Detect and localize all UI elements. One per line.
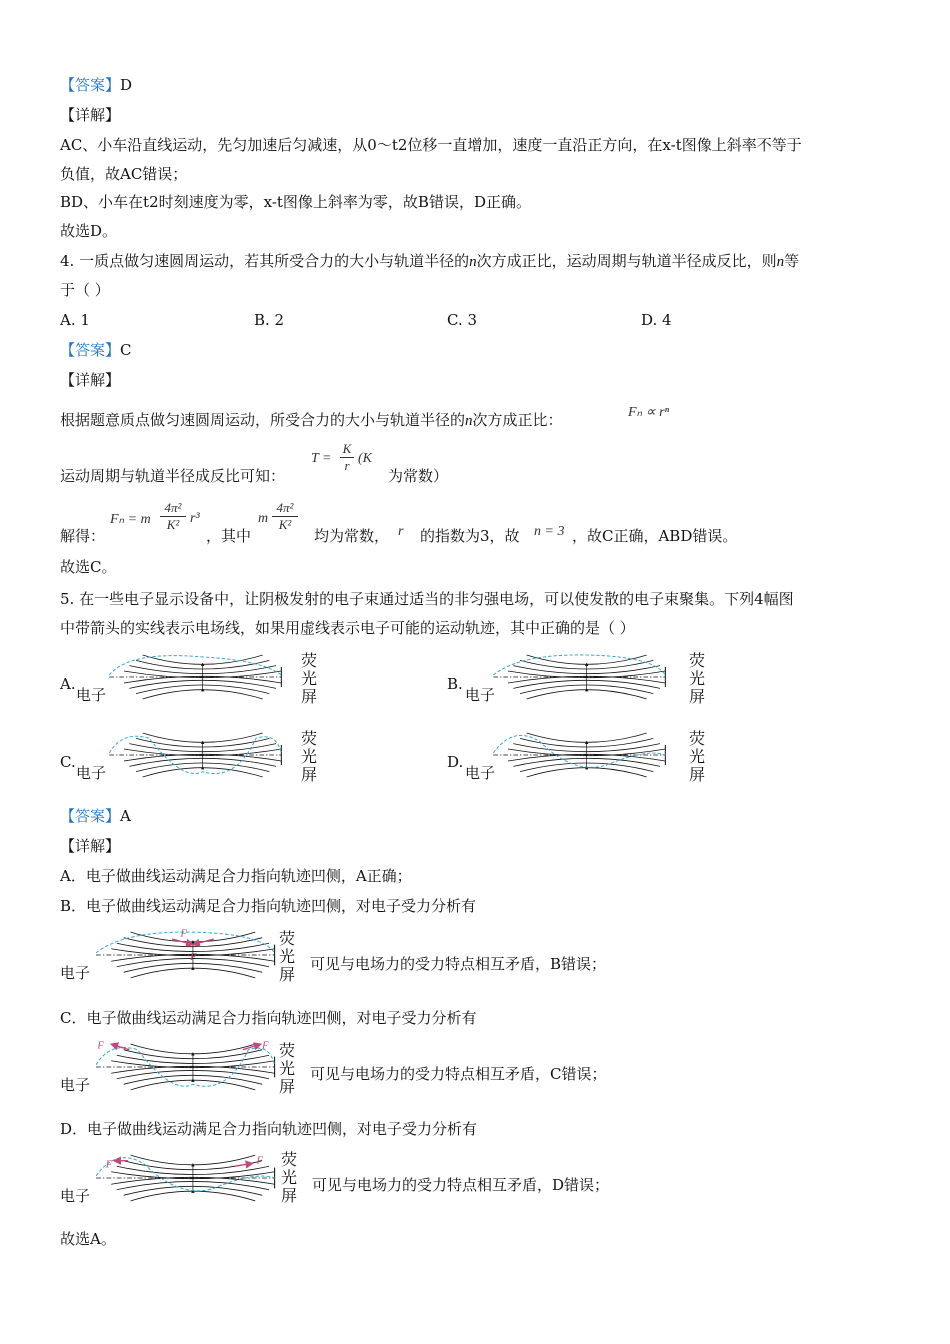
period-T: T = <box>311 451 332 466</box>
q4-option-b: B. 2 <box>254 311 285 329</box>
q4-solve-label: 解得： <box>60 527 106 545</box>
q4-solve-const: 均为常数， <box>314 527 390 545</box>
electron-label: 电子 <box>465 764 496 782</box>
q3-detail-line: AC、小车沿直线运动，先匀加速后匀减速，从0～t2位移一直增加，速度一直沿正方向，在x-t图像上斜率不等于 <box>60 136 802 154</box>
r-cubed: r³ <box>190 511 200 526</box>
q5-answer-line: 【答案】A <box>60 807 131 825</box>
electron-label: 电子 <box>76 764 107 782</box>
screen-label: 荧 光 屏 <box>278 929 295 984</box>
q5-detail-d: D．电子做曲线运动满足合力指向轨迹凹侧，对电子受力分析有 <box>60 1120 478 1138</box>
q4-solve-exp: 的指数为3，故 <box>420 527 520 545</box>
n-equals-3: n = 3 <box>534 524 565 539</box>
q5-stem-cont: 中带箭头的实线表示电场线，如果用虚线表示电子可能的运动轨迹，其中正确的是（ ） <box>60 619 635 637</box>
q5-detail-tag: 【详解】 <box>60 837 121 855</box>
detail-diagram-d <box>96 1145 276 1211</box>
q5-note-c: 可见与电场力的受力特点相互矛盾，C错误； <box>310 1065 607 1083</box>
q4-option-a: A. 1 <box>60 311 90 329</box>
four-pi-fraction: $\frac{\text{4π²}}{\text{K²}}$ <box>160 500 186 533</box>
q4-detail-line2: 运动周期与轨道半径成反比可知： <box>60 467 286 485</box>
q4-detail-line2-end: 为常数） <box>388 467 449 485</box>
m-symbol: m <box>258 511 269 526</box>
q5-option-c-label: C. <box>60 753 76 771</box>
q5-stem: 5. 在一些电子显示设备中，让阴极发射的电子束通过适当的非匀强电场，可以使发散的电子束聚集。下列4幅图 <box>60 590 794 608</box>
q4-solve-end: ，故C正确，ABD错误。 <box>572 527 738 545</box>
q4-detail-line1: 根据题意质点做匀速圆周运动，所受合力的大小与轨道半径的n次方成正比： <box>60 411 563 429</box>
answer-tag: 【答案】 <box>60 76 121 94</box>
q3-detail-line: BD、小车在t2时刻速度为零，x-t图像上斜率为零，故B错误，D正确。 <box>60 193 531 211</box>
electron-label: 电子 <box>465 686 496 704</box>
screen-label: 荧 光 屏 <box>278 1041 295 1096</box>
force-label: F <box>190 951 197 963</box>
q5-option-b-label: B. <box>447 675 463 693</box>
q3-detail-line: 负值，故AC错误； <box>60 165 188 183</box>
diagram-d <box>480 725 680 785</box>
screen-label: 荧 光 屏 <box>688 729 705 784</box>
four-pi-fraction-2: $\frac{\text{4π²}}{\text{K²}}$ <box>272 500 298 533</box>
force-label: F <box>105 1159 113 1171</box>
force-label: F <box>256 1155 263 1167</box>
force-label: F <box>262 1040 269 1052</box>
q4-option-d: D. 4 <box>641 311 672 329</box>
force-label: F <box>180 928 187 940</box>
screen-label: 荧 光 屏 <box>280 1150 297 1205</box>
q4-option-c: C. 3 <box>447 311 478 329</box>
diagram-a <box>96 647 296 707</box>
detail-diagram-b <box>96 922 276 988</box>
k-over-r-fraction: $\frac{K}{r}$ <box>340 441 354 474</box>
q5-option-d-label: D. <box>447 753 464 771</box>
q5-note-d: 可见与电场力的受力特点相互矛盾，D错误； <box>312 1176 610 1194</box>
force-eq: Fₙ = m <box>110 512 151 527</box>
electron-label: 电子 <box>60 964 91 982</box>
q3-conclusion: 故选D。 <box>60 222 118 240</box>
q4-stem-cont: 于（ ） <box>60 281 110 299</box>
q4-answer-line: 【答案】C <box>60 341 132 359</box>
diagram-b <box>480 647 680 707</box>
q3-detail-tag: 【详解】 <box>60 106 121 124</box>
screen-label: 荧 光 屏 <box>300 651 317 706</box>
q5-detail-b: B．电子做曲线运动满足合力指向轨迹凹侧，对电子受力分析有 <box>60 897 477 915</box>
q4-solve-mid: ，其中 <box>206 527 252 545</box>
q3-answer-line <box>60 74 132 96</box>
screen-label: 荧 光 屏 <box>688 651 705 706</box>
k-constant: (K <box>358 451 372 466</box>
electron-label: 电子 <box>76 686 107 704</box>
proportional-formula: Fₙ ∝ rⁿ <box>628 405 669 420</box>
q5-conclusion: 故选A。 <box>60 1230 116 1248</box>
force-label: F <box>97 1040 104 1052</box>
electron-label: 电子 <box>60 1076 91 1094</box>
diagram-c <box>96 725 296 785</box>
screen-label: 荧 光 屏 <box>300 729 317 784</box>
q4-stem: 4. 一质点做匀速圆周运动，若其所受合力的大小与轨道半径的n次方成正比，运动周期与轨道半径成反比，则n等 <box>60 252 800 270</box>
q4-conclusion: 故选C。 <box>60 558 117 576</box>
r-symbol: r <box>398 524 404 539</box>
q5-detail-c: C．电子做曲线运动满足合力指向轨迹凹侧，对电子受力分析有 <box>60 1009 477 1027</box>
detail-diagram-c <box>96 1034 276 1100</box>
q5-option-a-label: A. <box>60 675 76 693</box>
q3-answer: D <box>120 76 133 94</box>
q4-detail-tag: 【详解】 <box>60 371 121 389</box>
q5-note-b: 可见与电场力的受力特点相互矛盾，B错误； <box>310 955 607 973</box>
electron-label: 电子 <box>60 1187 91 1205</box>
q5-detail-a: A．电子做曲线运动满足合力指向轨迹凹侧，A正确； <box>60 867 412 885</box>
